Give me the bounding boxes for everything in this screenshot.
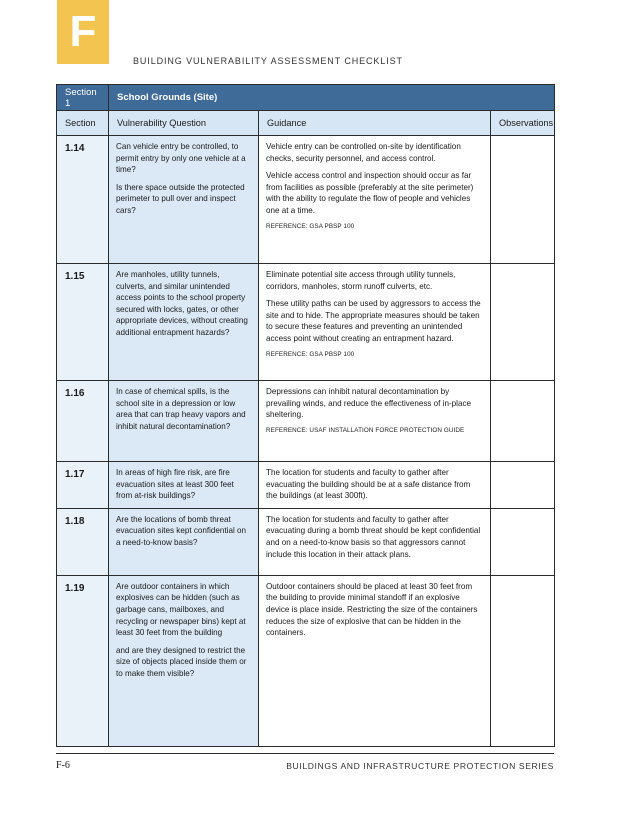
guidance-cell	[259, 462, 491, 509]
observations-cell[interactable]	[491, 575, 555, 746]
vulnerability-question-cell	[109, 381, 259, 462]
row-id: 1.17	[57, 462, 109, 509]
question-text: Are manholes, utility tunnels, culverts, and similar unintended access points to the school property secured with locks, gates, or other appropriate devices, without creating additional entrapment hazards?	[116, 270, 248, 337]
vulnerability-question-cell	[109, 462, 259, 509]
guidance-text: The location for students and faculty to gather after evacuating the building should be at a safe distance from the buildings (at least 300ft).	[266, 468, 471, 501]
question-text: In case of chemical spills, is the school site in a depression or low area that can trap heavy vapors and inhibit natural decontamination?	[116, 387, 246, 431]
vulnerability-question-cell	[109, 264, 259, 381]
observations-cell[interactable]	[491, 136, 555, 264]
question-text: Can vehicle entry be controlled, to permit entry by only one vehicle at a time?	[116, 142, 246, 175]
reference-note: REFERENCE: USAF INSTALLATION FORCE PROTECTION GUIDE	[266, 426, 465, 434]
question-text: and are they designed to restrict the size of objects placed inside them or to make them visible?	[116, 645, 247, 678]
guidance-text: Outdoor containers should be placed at least 30 feet from the building to provide minimal standoff if an explosive device is place inside. Restricting the size of the containers reduces the size of explosive that can be hidden in the containers.	[266, 581, 478, 638]
guidance-cell	[259, 381, 491, 462]
vulnerability-question-cell	[109, 136, 259, 264]
guidance-cell	[259, 136, 491, 264]
section-title: School Grounds (Site)	[109, 85, 555, 111]
guidance-text: These utility paths can be used by aggressors to access the site and to hide. The appropriate measures should be taken to secure these features and preventing an unintended access point without creating an entrapment hazard.	[266, 299, 481, 343]
table-row	[57, 508, 555, 575]
guidance-text: Eliminate potential site access through utility tunnels, corridors, manholes, storm runoff culverts, etc.	[266, 270, 456, 291]
checklist-table	[56, 84, 555, 747]
guidance-text: The location for students and faculty to gather after evacuating during a bomb threat should be kept confidential and on a need-to-know basis so that aggressors cannot include this location in their attack plans.	[266, 514, 481, 559]
guidance-text: Vehicle entry can be controlled on-site by identification checks, security personnel, and access control.	[266, 142, 461, 163]
table-row	[57, 264, 555, 381]
column-header-row	[57, 111, 555, 136]
column-header-question: Vulnerability Question	[109, 111, 259, 136]
observations-cell[interactable]	[491, 462, 555, 509]
row-id: 1.18	[57, 508, 109, 575]
series-title: BUILDINGS AND INFRASTRUCTURE PROTECTION SERIES	[286, 761, 554, 771]
observations-cell[interactable]	[491, 264, 555, 381]
vulnerability-question-cell	[109, 508, 259, 575]
table-row	[57, 462, 555, 509]
question-text: In areas of high fire risk, are fire evacuation sites at least 300 feet from at-risk buildings?	[116, 468, 234, 501]
appendix-tab: F	[57, 0, 109, 64]
guidance-cell	[259, 264, 491, 381]
question-text: Is there space outside the protected perimeter to pull over and inspect cars?	[116, 182, 245, 215]
guidance-cell	[259, 575, 491, 746]
column-header-guidance: Guidance	[259, 111, 491, 136]
observations-cell[interactable]	[491, 508, 555, 575]
page-number: F-6	[56, 760, 70, 771]
section-bar	[57, 85, 555, 111]
row-id: 1.15	[57, 264, 109, 381]
header-title: BUILDING VULNERABILITY ASSESSMENT CHECKLIST	[133, 56, 403, 66]
footer-divider	[56, 753, 554, 754]
table-row	[57, 136, 555, 264]
table-row	[57, 381, 555, 462]
guidance-text: Depressions can inhibit natural decontamination by prevailing winds, and reduce the effectiveness of in-place sheltering.	[266, 387, 472, 420]
guidance-cell	[259, 508, 491, 575]
vulnerability-question-cell	[109, 575, 259, 746]
reference-note: REFERENCE: GSA PBSP 100	[266, 222, 355, 230]
question-text: Are outdoor containers in which explosives can be hidden (such as garbage cans, mailboxes, and recycling or newspaper bins) kept at least 30 feet from the building	[116, 581, 246, 638]
column-header-observations: Observations	[491, 111, 555, 136]
observations-cell[interactable]	[491, 381, 555, 462]
row-id: 1.19	[57, 575, 109, 746]
table-row	[57, 575, 555, 746]
guidance-text: Vehicle access control and inspection should occur as far from facilities as possible (preferably at the site perimeter) with the ability to regulate the flow of people and vehicles one at a time.	[266, 171, 474, 215]
row-id: 1.14	[57, 136, 109, 264]
reference-note: REFERENCE: GSA PBSP 100	[266, 350, 355, 358]
column-header-section: Section	[57, 111, 109, 136]
question-text: Are the locations of bomb threat evacuation sites kept confidential on a need-to-know basis?	[116, 514, 247, 547]
row-id: 1.16	[57, 381, 109, 462]
section-number: Section 1	[57, 85, 109, 111]
